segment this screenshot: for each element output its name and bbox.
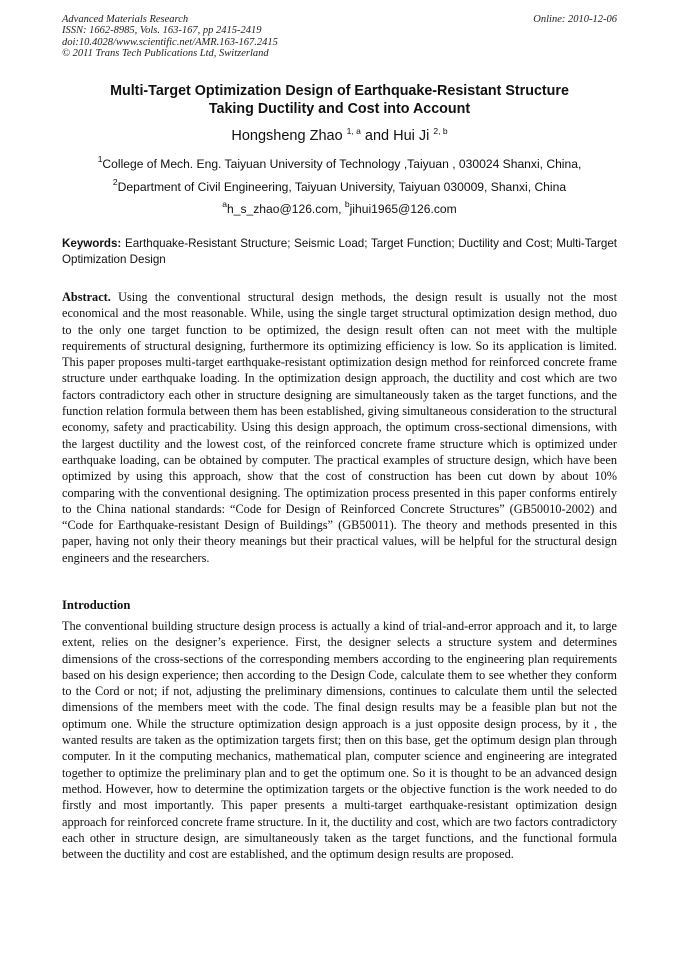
email-b: jihui1965@126.com <box>349 202 457 216</box>
author-conjunction: and <box>364 128 390 144</box>
title-line-2: Taking Ductility and Cost into Account <box>208 101 471 117</box>
copyright-line: © 2011 Trans Tech Publications Ltd, Switzerland <box>62 48 269 60</box>
journal-name: Advanced Materials Research <box>62 14 189 25</box>
keywords-text: Earthquake-Resistant Structure; Seismic Load; Target Function; Ductility and Cost; Multi-Target Optimization Design <box>62 237 617 266</box>
abstract-label: Abstract. <box>62 290 111 304</box>
abstract-section <box>62 289 617 566</box>
author-1: Hongsheng Zhao <box>231 128 343 144</box>
introduction-heading: Introduction <box>62 598 131 612</box>
author-2-affiliation-mark: 2, b <box>433 126 448 136</box>
online-date: Online: 2010-12-06 <box>533 14 617 25</box>
title-line-1: Multi-Target Optimization Design of Earthquake-Resistant Structure <box>110 83 569 99</box>
email-a: h_s_zhao@126.com, <box>227 202 342 216</box>
affiliation-2 <box>62 177 617 194</box>
affiliation-1-text: College of Mech. Eng. Taiyuan University of Technology ,Taiyuan , 030024 Shanxi, China, <box>102 157 582 171</box>
doi-line: doi:10.4028/www.scientific.net/AMR.163-167.2415 <box>62 36 278 48</box>
issn-line: ISSN: 1662-8985, Vols. 163-167, pp 2415-2419 <box>62 25 262 37</box>
author-2: Hui Ji <box>393 128 430 144</box>
abstract-text: Using the conventional structural design methods, the design result is usually not the most economical and the most reasonable. While, using the single target structural optimization design method, duo to the only one target function to be optimized, the design result often can not meet with the multiple requirements of structural designing, furthermore its optimizing efficiency is low. So its application is limited. This paper proposes multi-target earthquake-resistant optimization design method for reinforced concrete frame structure under earthquake loading. In the optimization design approach, the ductility and cost which are two factors contradictory each other in structure designing are simultaneously taken as the target functions, and the function relation formula between them has been established, giving simultaneous consideration to the structural economy, safety and practicability. Using this design approach, the optimum cross-sectional dimensions, with the largest ductility and the lowest cost, of the reinforced concrete frame structure which is optimized under earthquake loading, can be obtained by computer. The practical examples of structure design, which have been optimized by using this approach, show that the cost of construction has been cut down by about 10% comparing with the conventional designing. The optimization process presented in this paper conforms entirely to the China national standards: “Code for Design of Reinforced Concrete Structures” (GB50010-2002) and “Code for Earthquake-resistant Design of Buildings” (GB50011). The theory and methods presented in this paper, having not only their theory meanings but their practical values, will be helpful for the structural design engineers and the researchers. <box>62 290 617 565</box>
affiliation-2-text: Department of Civil Engineering, Taiyuan University, Taiyuan 030009, Shanxi, China <box>117 180 567 194</box>
author-1-affiliation-mark: 1, a <box>346 126 361 136</box>
author-list <box>62 128 617 144</box>
keywords-section <box>62 236 617 267</box>
email-b-mark: b <box>344 199 350 209</box>
affiliation-1-mark: 1 <box>97 154 103 164</box>
journal-header <box>62 14 617 60</box>
affiliation-2-mark: 2 <box>112 177 118 187</box>
email-line <box>62 199 617 216</box>
paper-title <box>62 82 617 118</box>
affiliation-1 <box>62 154 617 171</box>
introduction-text: The conventional building structure design process is actually a kind of trial-and-error approach and it, to large extent, relies on the designer’s experience. First, the designer selects a structure system and determines dimensions of the cross-sections of the corresponding members according to the engineering plan requirements based on his design experience; then according to the Design Code, calculate them to see whether they conform to the Cord or not; if not, adjusting the preliminary dimensions, continues to calculate them until the selected dimensions of the members meet with the code. The final design results may be a feasible plan but not the optimum one. While the structure optimization design approach is a just opposite design process, by it , the wanted results are taken as the optimization targets first; then on this base, get the optimum design plan through computer. In it the computing mechanics, mathematical plan, computer science and engineering are integrated together to optimize the preliminary plan and to get the optimum one. So it is thought to be an advanced design method. However, how to determine the optimization targets or the objective function is the work needed to do firstly and most importantly. This paper presents a multi-target earthquake-resistant optimization design approach for reinforced concrete frame structure. In it, the ductility and cost, which are two factors contradictory each other in structure design, are simultaneously taken as the target functions, and the functional formula between the ductility and cost are established, and the optimum design results are proposed. <box>62 619 617 862</box>
keywords-label: Keywords: <box>62 237 122 250</box>
email-a-mark: a <box>222 199 228 209</box>
